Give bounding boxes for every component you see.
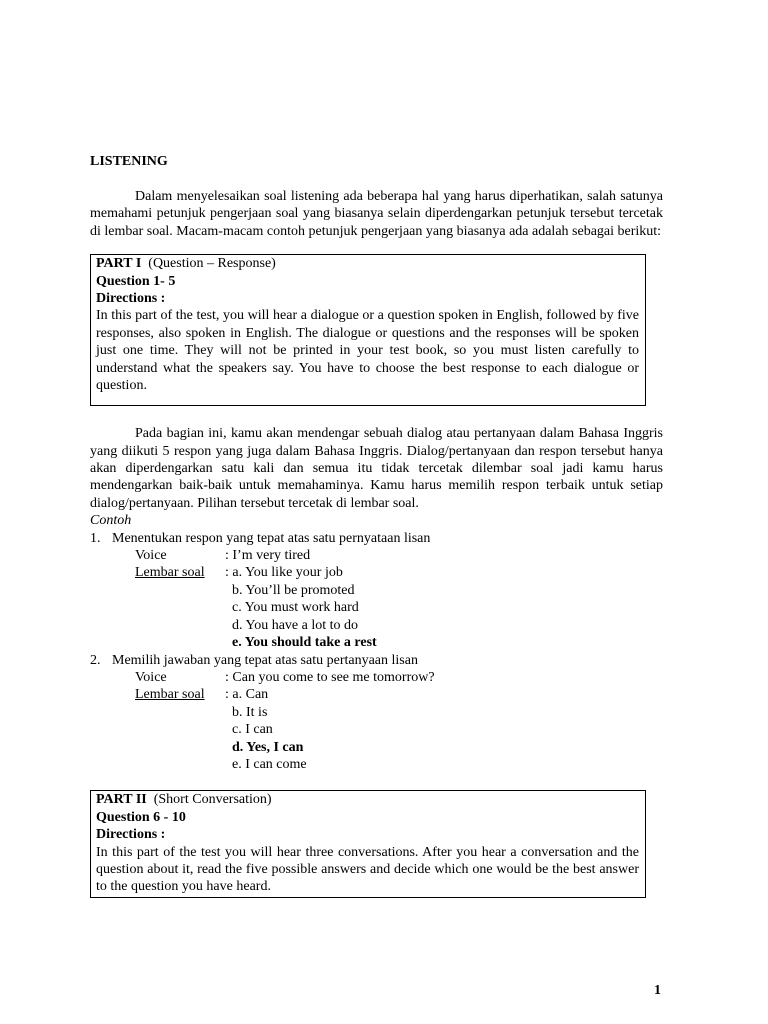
example-2-title-line	[90, 652, 663, 669]
part2-subtitle: (Short Conversation)	[153, 792, 272, 808]
part1-title-line	[96, 255, 639, 272]
example-1-option-b: b. You’ll be promoted	[232, 582, 355, 598]
part1-box	[90, 254, 646, 406]
example-2-option-b: b. It is	[232, 704, 268, 720]
example-1-sheet-row	[90, 564, 663, 581]
part1-subtitle: (Question – Response)	[148, 256, 276, 272]
section-heading: LISTENING	[90, 154, 168, 169]
part2-title-line	[96, 791, 639, 808]
page-number: 1	[654, 983, 661, 998]
example-2-sheet-label-wrap	[135, 686, 225, 703]
example-1	[90, 530, 663, 652]
part1-title: PART I	[96, 256, 142, 272]
part2-directions-label: Directions :	[96, 827, 166, 843]
part1-directions-label: Directions :	[96, 291, 166, 307]
example-1-option-a: : a. You like your job	[225, 565, 343, 581]
example-1-option-c: c. You must work hard	[232, 600, 359, 616]
example-2-option-e: e. I can come	[232, 756, 307, 772]
example-1-voice-label: Voice	[135, 548, 167, 564]
document-page	[90, 153, 663, 898]
example-2-voice-text: : Can you come to see me tomorrow?	[225, 669, 435, 685]
example-2-voice-row	[90, 669, 663, 686]
example-2-option-d-answer: d. Yes, I can	[232, 739, 304, 755]
example-1-option-d: d. You have a lot to do	[232, 617, 358, 633]
example-1-title: Menentukan respon yang tepat atas satu pernyataan lisan	[112, 530, 431, 546]
part2-directions-text: In this part of the test you will hear three conversations. After you hear a conversation and the question about it, read the five possible answers and decide which one would be the best answer to the question you have heard.	[96, 844, 639, 895]
explanation-paragraph: Pada bagian ini, kamu akan mendengar sebuah dialog atau pertanyaan dalam Bahasa Inggris yang diikuti 5 respon yang juga dalam Bahasa Inggris. Dialog/pertanyaan dan respon tersebut hanya akan diperdengarkan satu kali dan semua itu tidak tercetak dilembar soal jadi kamu harus mendengarkan baik-baik untuk memahaminya. Kamu harus memilih respon terbaik untuk setiap dialog/pertanyaan. Pilihan tersebut tercetak di lembar soal.	[90, 426, 663, 511]
intro-paragraph: Dalam menyelesaikan soal listening ada beberapa hal yang harus diperhatikan, salah satunya memahami petunjuk pengerjaan soal yang biasanya selain diperdengarkan petunjuk tersebut tercetak di lembar soal. Macam-macam contoh petunjuk pengerjaan yang biasanya ada adalah sebagai berikut:	[90, 189, 663, 239]
part2-question-range: Question 6 - 10	[96, 809, 186, 825]
part2-title: PART II	[96, 792, 147, 808]
example-2	[90, 652, 663, 774]
example-1-title-line	[90, 530, 663, 547]
example-1-voice-row	[90, 547, 663, 564]
part2-box	[90, 790, 646, 898]
example-1-sheet-label-wrap	[135, 564, 225, 581]
example-2-number: 2.	[90, 652, 101, 668]
example-2-option-a: : a. Can	[225, 687, 269, 703]
example-1-voice-text: : I’m very tired	[225, 548, 311, 564]
part1-directions-text: In this part of the test, you will hear a dialogue or a question spoken in English, followed by five responses, also spoken in English. The dialogue or questions and the responses will be spoken just one time. They will not be printed in your test book, so you must listen carefully to understand what the speakers say. You have to choose the best response to each dialogue or question.	[96, 308, 639, 394]
example-1-sheet-label: Lembar soal	[135, 565, 205, 581]
example-2-title: Memilih jawaban yang tepat atas satu pertanyaan lisan	[112, 652, 418, 668]
example-2-sheet-label: Lembar soal	[135, 687, 205, 703]
example-1-number: 1.	[90, 530, 101, 546]
part1-question-range: Question 1- 5	[96, 273, 176, 289]
example-label: Contoh	[90, 513, 132, 529]
example-2-sheet-row	[90, 686, 663, 703]
example-1-option-e-answer: e. You should take a rest	[232, 635, 377, 651]
example-2-voice-label: Voice	[135, 669, 167, 685]
example-2-option-c: c. I can	[232, 722, 273, 738]
